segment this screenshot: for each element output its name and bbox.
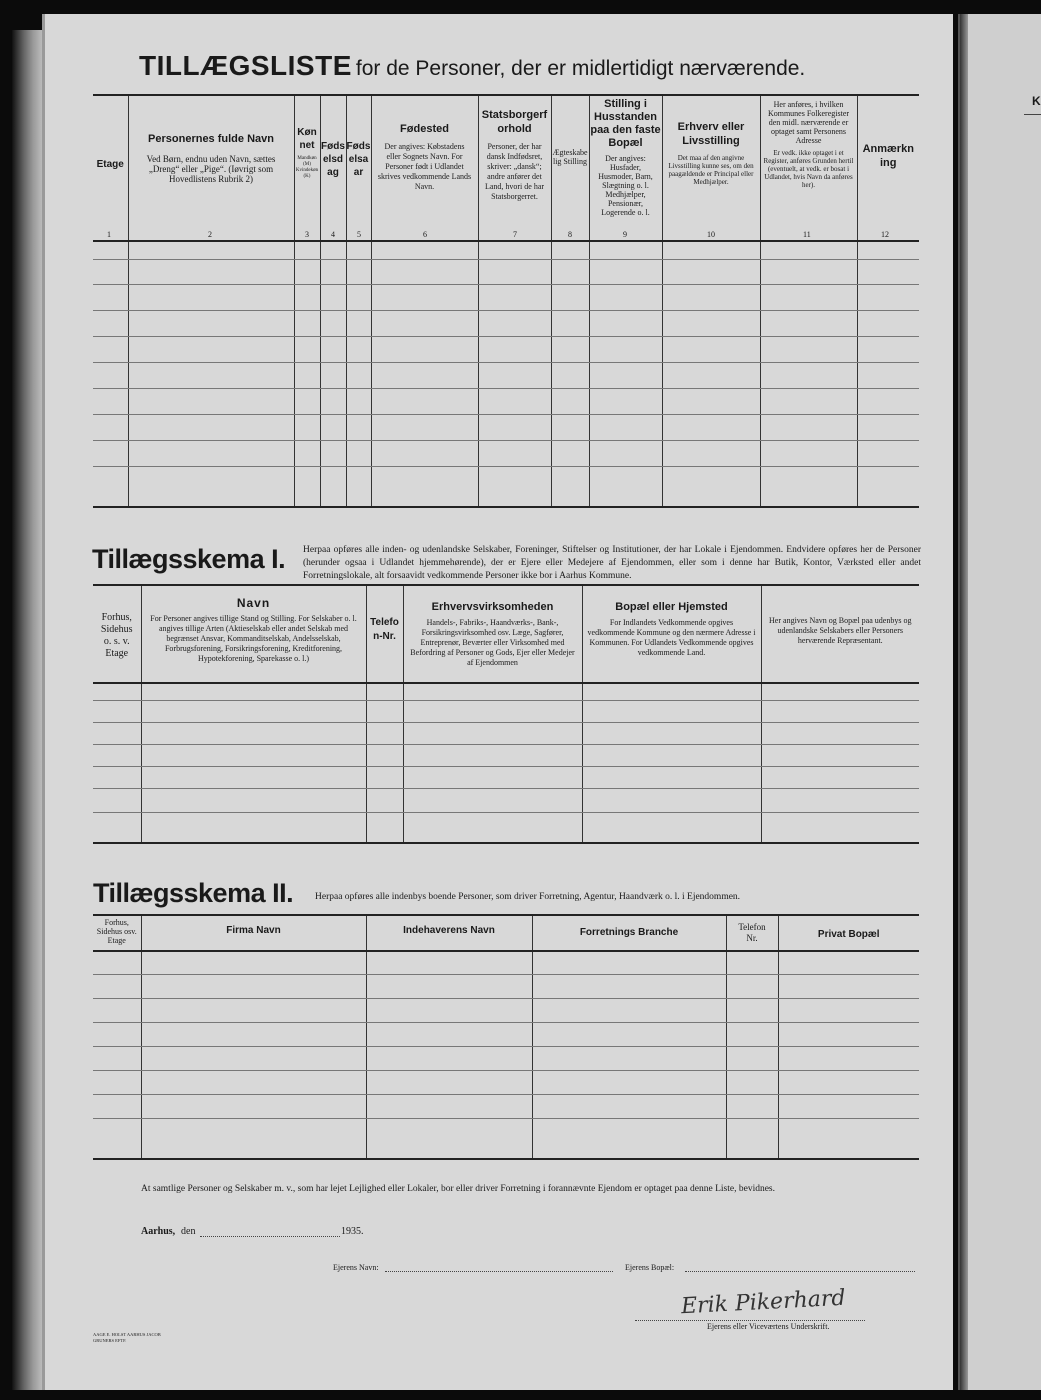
col-anmaerkning: Anmærkning xyxy=(857,96,919,506)
colnum-9: 9 xyxy=(623,230,627,239)
colnum-11: 11 xyxy=(803,230,811,239)
s1-col-telefon: Telefon-Nr. xyxy=(366,586,403,842)
next-page-letter: K xyxy=(1032,94,1041,108)
col-foedselsdag: Fødselsdag xyxy=(320,96,346,506)
owner-name-field[interactable] xyxy=(385,1271,613,1272)
colnum-1: 1 xyxy=(107,230,111,239)
col-foedested: Fødested Der angives: Købstadens eller Sognets Navn. For Personer født i Udlandet skrives vedkommende Lands Navn. xyxy=(371,96,478,506)
colnum-8: 8 xyxy=(568,230,572,239)
col-foedselsaar: Fødselsaar xyxy=(346,96,371,506)
s1-col-etage: Forhus, Sidehus o. s. v. Etage xyxy=(100,612,133,659)
signature-caption: Ejerens eller Viceværtens Underskrift. xyxy=(707,1322,830,1331)
colnum-4: 4 xyxy=(331,230,335,239)
skema1-intro: Herpaa opføres alle inden- og udenlandske Selskaber, Foreninger, Stiftelser og Institutioner, der har Lokale i Ejendommen. Endvidere opføres her de Personer (herunder ogsaa i Udlandet hjemmehørende), der er Ejere eller Medejere af Ejendommen, eller som i denne har Butik, Kontor, Værksted eller andet Forretningslokale, alt forsaavidt vedkommende Personer ikke bor i Aarhus Kommune. xyxy=(303,545,921,581)
next-page-edge xyxy=(958,14,1041,1390)
col-folkeregister: Her anføres, i hvilken Kommunes Folkeregister den midl. nærværende er optaget samt Personens Adresse Er vedk. ikke optaget i et Register, anføres Grunden hertil (eventuelt, at vedk. er bosat i Udlandet, hvis Navn da anføres her). xyxy=(760,96,857,506)
colnum-5: 5 xyxy=(357,230,361,239)
s2-col-firma: Firma Navn xyxy=(141,916,366,1158)
col-etage: Etage xyxy=(96,159,124,170)
s2-col-telefon: Telefon Nr. xyxy=(726,916,778,1158)
tillaegsliste-subtitle: for de Personer, der er midlertidigt nærværende. xyxy=(355,57,806,80)
skema2-intro: Herpaa opføres alle indenbys boende Personer, som driver Forretning, Agentur, Haandværk o. l. i Ejendommen. xyxy=(315,892,741,902)
skema2-table xyxy=(93,916,919,1158)
col-stilling-husstand: Stilling i Husstanden paa den faste Bopæl Der angives: Husfader, Husmoder, Barn, Slægtning o. l. Medhjælper, Pensionær, Logerende o. l. xyxy=(589,96,662,506)
s1-col-bopael: Bopæl eller Hjemsted For Indlandets Vedkommende opgives vedkommende Kommune og den nærmere Adresse i Kommunen. For Udlandets Vedkommende opgives vedkommende Land. xyxy=(582,586,761,842)
colnum-2: 2 xyxy=(208,230,212,239)
col-statsborgerforhold: Statsborgerforhold Personer, der har dansk Indfødsret, skriver: „dansk“; andre anfører det Land, hvori de har Statsborgerret. xyxy=(478,96,551,506)
owner-name-label: Ejerens Navn: xyxy=(333,1263,379,1272)
s1-col-repraesentant: Her angives Navn og Bopæl paa udenbys og udenlandske Selskabers eller Personers herværende Repræsentant. xyxy=(761,586,919,842)
s2-col-etage: Forhus, Sidehus osv. Etage xyxy=(96,918,137,945)
colnum-7: 7 xyxy=(513,230,517,239)
col-aegteskabelig: Ægteskabelig Stilling xyxy=(551,96,589,506)
book-spine xyxy=(12,30,42,1390)
date-field[interactable] xyxy=(200,1236,340,1237)
skema1-title: Tillægsskema I. xyxy=(92,544,286,574)
colnum-6: 6 xyxy=(423,230,427,239)
col-erhverv: Erhverv eller Livsstilling Det maa af den angivne Livsstilling kunne ses, om den paagældende er Principal eller Medhjælper. xyxy=(662,96,760,506)
year-label: 1935. xyxy=(341,1226,364,1237)
col-navn: Personernes fulde Navn Ved Børn, endnu uden Navn, sættes „Dreng“ eller „Pige“. (Iøvrigt som Hovedlistens Rubrik 2) xyxy=(128,96,294,506)
tillaegsliste-title: TILLÆGSLISTE xyxy=(139,50,352,81)
city-label: Aarhus, xyxy=(141,1226,176,1237)
skema2-title: Tillægsskema II. xyxy=(93,878,294,908)
signature-field[interactable] xyxy=(635,1320,865,1321)
col-koen: Kønnet Mandkøn (M) Kvindekøn (K) xyxy=(294,96,320,506)
s1-col-erhverv: Erhvervsvirksomheden Handels-, Fabriks-, Haandværks-, Bank-, Forsikringsvirksomhed osv. Læge, Sagfører, Entreprenør, Beværter eller Virksomhed med Befordring af Personer og Gods, Ejer eller Medejer af Ejendommen xyxy=(403,586,582,842)
owner-address-label: Ejerens Bopæl: xyxy=(625,1263,675,1272)
colnum-12: 12 xyxy=(881,230,889,239)
s2-col-indehaver: Indehaverens Navn xyxy=(366,916,532,1158)
date-label: den xyxy=(181,1226,196,1237)
s2-col-bopael: Privat Bopæl xyxy=(778,916,919,1158)
colnum-3: 3 xyxy=(305,230,309,239)
attestation-statement: At samtlige Personer og Selskaber m. v., som har lejet Lejlighed eller Lokaler, bor eller driver Forretning i forannævnte Ejendom er optaget paa denne Liste, bevidnes. xyxy=(141,1184,775,1194)
printer-imprint: AAGE E. HOLST AARHUS JACOB GRUNERS EFTF. xyxy=(93,1332,161,1343)
tillaegsliste-table xyxy=(93,96,919,506)
handwritten-signature: Erik Pikerhard xyxy=(680,1285,847,1320)
s1-col-navn: Navn For Personer angives tillige Stand og Stilling. For Selskaber o. l. angives tillige Arten (Aktieselskab eller andet Selskab med begrænset Ansvar, Kommanditselskab, Andelsselskab, Forbrugsforening, Forsikringsforening, Kreditforening, Hypotekforening, Sparekasse o. l.) xyxy=(141,586,366,842)
tillaegsliste-heading xyxy=(139,50,805,82)
skema1-table xyxy=(93,586,919,842)
census-form-page xyxy=(42,14,953,1390)
s2-col-branche: Forretnings Branche xyxy=(532,916,726,1158)
colnum-10: 10 xyxy=(707,230,715,239)
owner-address-field[interactable] xyxy=(685,1271,915,1272)
